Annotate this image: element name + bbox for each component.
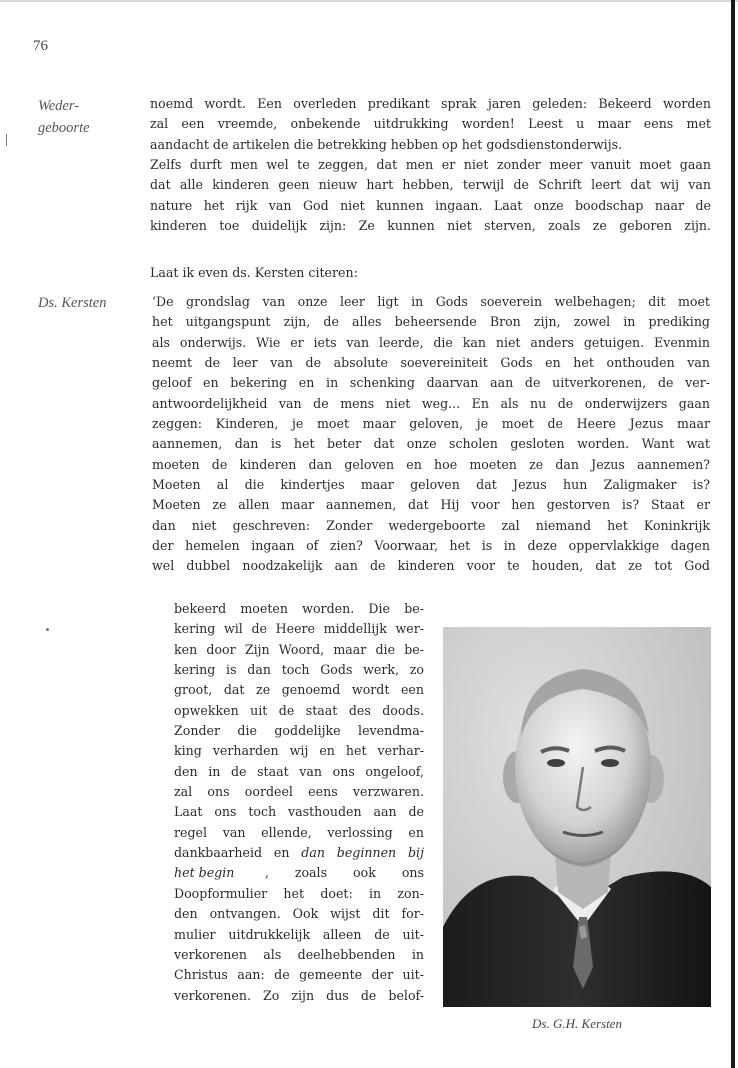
text-line: den in de staat van ons ongeloof, — [174, 763, 424, 779]
portrait-illustration — [443, 627, 711, 1007]
page-binding-edge — [731, 0, 735, 1068]
text-line: mulier uitdrukkelijk alleen de uit- — [174, 926, 424, 942]
text-line: aannemen, dan is het beter dat onze scholen gesloten worden. Want wat — [152, 436, 710, 452]
text-line: zeggen: Kinderen, je moet maar geloven, je moet de Heere Jezus maar — [152, 416, 710, 432]
text-line: verkorenen als deelhebbenden in — [174, 946, 424, 962]
text-line: regel van ellende, verlossing en — [174, 824, 424, 840]
text-line-mixed — [174, 863, 424, 883]
page-number: 76 — [33, 38, 48, 54]
text-line: Moeten al die kindertjes maar geloven dat Jezus hun Zaligmaker is? — [152, 477, 710, 493]
text-line: antwoordelijkheid van de mens niet weg... En als nu de onderwijzers gaan — [152, 395, 710, 411]
photo-caption: Ds. G.H. Kersten — [532, 1016, 622, 1031]
text-line: Zelfs durft men wel te zeggen, dat men er niet zonder meer vanuit moet gaan — [150, 157, 711, 173]
text-line: geloof en bekering en in schenking daarvan aan de uitverkorenen, de ver- — [152, 375, 710, 391]
text-line: noemd wordt. Een overleden predikant sprak jaren geleden: Bekeerd worden — [150, 96, 711, 111]
margin-note-line: Weder- — [38, 98, 80, 114]
text-line: Doopformulier het doet: in zon- — [174, 885, 424, 901]
quote-kersten-narrow-column — [174, 599, 424, 1006]
page-top-edge — [0, 0, 738, 2]
text-line: Moeten ze allen maar aannemen, dat Hij voor hen gestorven is? Staat er — [152, 497, 710, 513]
portrait-photo — [443, 627, 711, 1007]
margin-note-line: geboorte — [38, 120, 90, 136]
text-line: ken door Zijn Woord, maar die be- — [174, 641, 424, 657]
quote-kersten — [152, 292, 710, 577]
text-line: nature het rijk van God niet kunnen ingaan. Laat onze boodschap naar de — [150, 197, 711, 213]
text-line: moeten de kinderen dan geloven en hoe moeten ze dan Jezus aannemen? — [152, 456, 710, 472]
text-line: kering is dan toch Gods werk, zo — [174, 662, 424, 678]
scan-mark — [6, 134, 7, 146]
paragraph-wedergeboorte — [150, 94, 711, 236]
text-line: het uitgangspunt zijn, de alles beheersende Bron zijn, zowel in prediking — [152, 314, 710, 330]
text-line: opwekken uit de staat des doods. — [174, 702, 424, 718]
text-line: ‘De grondslag van onze leer ligt in Gods soeverein welbehagen; dit moet — [152, 294, 710, 309]
text-line: verkorenen. Zo zijn dus de belof- — [174, 987, 424, 1003]
text-span: dankbaarheid en — [174, 845, 290, 861]
text-line: zal ons oordeel eens verzwaren. — [174, 784, 424, 800]
quote-intro: Laat ik even ds. Kersten citeren: — [150, 265, 358, 280]
italic-phrase: het begin — [174, 865, 235, 881]
text-line: groot, dat ze genoemd wordt een — [174, 682, 424, 698]
text-line: kering wil de Heere middellijk wer- — [174, 621, 424, 637]
text-line: zal een vreemde, onbekende uitdrukking worden! Leest u maar eens met — [150, 116, 711, 132]
text-line: Christus aan: de gemeente der uit- — [174, 967, 424, 983]
margin-note-ds-kersten: Ds. Kersten — [38, 295, 107, 311]
text-line: dan niet geschreven: Zonder wedergeboorte zal niemand het Koninkrijk — [152, 517, 710, 533]
text-line-mixed — [174, 843, 424, 863]
text-span: , zoals ook ons — [264, 865, 424, 881]
text-line: neemt de leer van de absolute soevereiniteit Gods en het onthouden van — [152, 355, 710, 371]
text-line: dat alle kinderen geen nieuw hart hebben, terwijl de Schrift leert dat wij van — [150, 177, 711, 193]
text-line: wel dubbel noodzakelijk aan de kinderen voor te houden, dat ze tot God — [152, 558, 710, 574]
text-line: kinderen toe duidelijk zijn: Ze kunnen niet sterven, zoals ze geboren zijn. — [150, 218, 711, 234]
text-line: aandacht de artikelen die betrekking hebben op het godsdienstonderwijs. — [150, 136, 623, 152]
italic-phrase: dan beginnen bij — [301, 845, 424, 861]
scan-dot — [46, 628, 49, 631]
text-line: king verharden wij en het verhar- — [174, 743, 424, 759]
text-line: der hemelen ingaan of zien? Voorwaar, het is in deze oppervlakkige dagen — [152, 538, 710, 554]
margin-note-wedergeboorte — [38, 95, 90, 139]
text-line: den ontvangen. Ook wijst dit for- — [174, 906, 424, 922]
text-line: bekeerd moeten worden. Die be- — [174, 601, 424, 616]
text-line: Zonder die goddelijke levendma- — [174, 723, 424, 739]
text-line: als onderwijs. Wie er iets van leerde, die kan niet anders getuigen. Evenmin — [152, 334, 710, 350]
text-line: Laat ons toch vasthouden aan de — [174, 804, 424, 820]
